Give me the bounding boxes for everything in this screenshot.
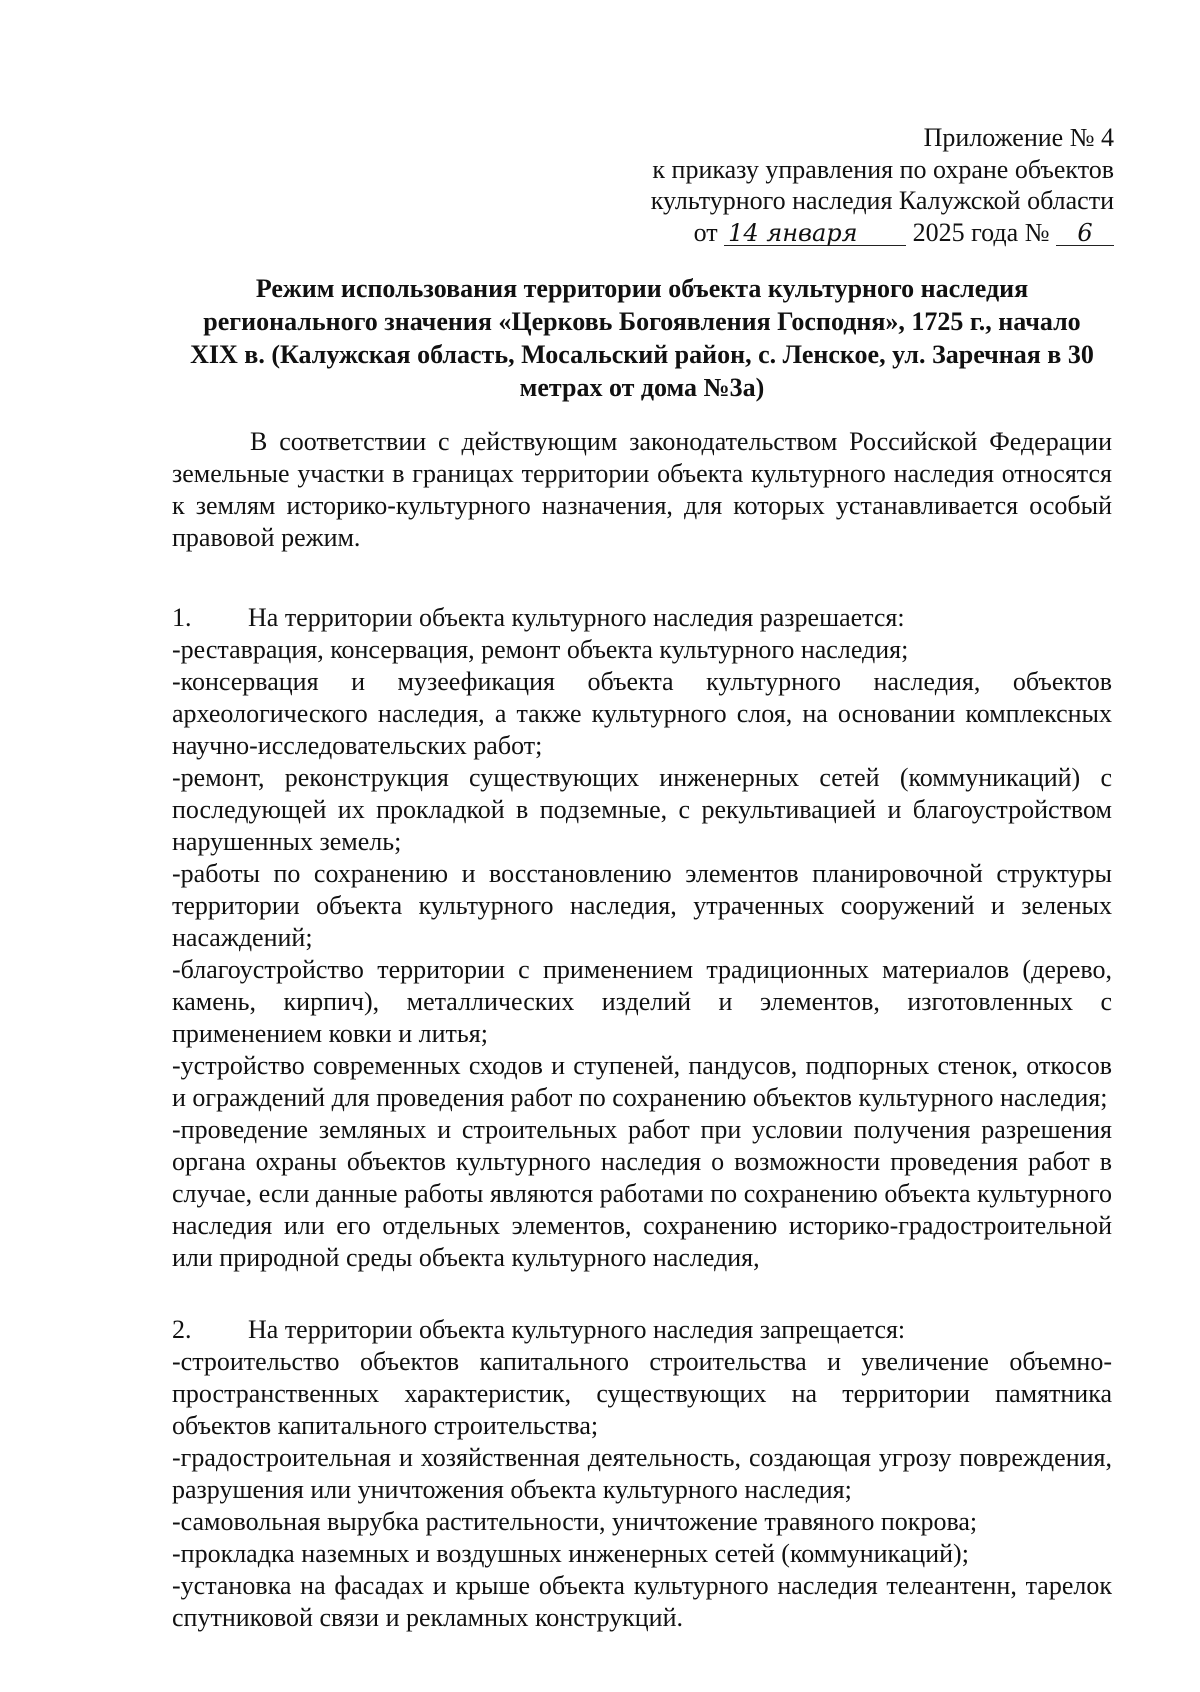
section-heading-text: На территории объекта культурного наследия запрещается: <box>248 1315 906 1344</box>
section-number: 2. <box>172 1315 192 1344</box>
list-item: -градостроительная и хозяйственная деятельность, создающая угрозу повреждения, разрушения или уничтожения объекта культурного наследия; <box>172 1443 1112 1504</box>
handwritten-order-number: 6 <box>1056 221 1114 246</box>
section-heading <box>172 602 1112 634</box>
section-heading-text: На территории объекта культурного наследия разрешается: <box>248 603 905 632</box>
list-item: -консервация и музеефикация объекта культурного наследия, объектов археологического наследия, а также культурного слоя, на основании комплексных научно-исследовательских работ; <box>172 667 1112 760</box>
list-item: -реставрация, консервация, ремонт объекта культурного наследия; <box>172 635 909 664</box>
list-item: -самовольная вырубка растительности, уничтожение травяного покрова; <box>172 1507 978 1536</box>
appendix-number: Приложение № 4 <box>923 123 1114 152</box>
title-line-1: Режим использования территории объекта культурного наследия <box>255 274 1029 303</box>
list-item: -работы по сохранению и восстановлению элементов планировочной структуры территории объекта культурного наследия, утраченных сооружений и зеленых насаждений; <box>172 859 1112 952</box>
section-prohibited <box>172 1314 1112 1634</box>
handwritten-date: 14 января <box>724 221 906 246</box>
appendix-date-line <box>474 217 1114 249</box>
title-line-2: регионального значения «Церковь Богоявления Господня», 1725 г., начало <box>203 307 1081 336</box>
list-item: -прокладка наземных и воздушных инженерных сетей (коммуникаций); <box>172 1539 969 1568</box>
appendix-header <box>474 122 1114 248</box>
date-prefix: от <box>693 217 718 247</box>
list-item: -установка на фасадах и крыше объекта культурного наследия телеантенн, тарелок спутниковой связи и рекламных конструкций. <box>172 1571 1112 1632</box>
list-item: -благоустройство территории с применением традиционных материалов (дерево, камень, кирпич), металлических изделий и элементов, изготовленных с применением ковки и литья; <box>172 955 1112 1048</box>
list-item: -проведение земляных и строительных работ при условии получения разрешения органа охраны объектов культурного наследия о возможности проведения работ в случае, если данные работы являются работами по сохранению объекта культурного наследия или его отдельных элементов, сохранению историко-градостроительной или природной среды объекта культурного наследия, <box>172 1115 1112 1272</box>
title-line-4: метрах от дома №3а) <box>519 373 765 402</box>
section-number: 1. <box>172 603 192 632</box>
list-item: -строительство объектов капитального строительства и увеличение объемно-пространственных характеристик, существующих на территории памятника объектов капитального строительства; <box>172 1347 1112 1440</box>
section-permitted <box>172 602 1112 1274</box>
document-body <box>172 426 1112 1634</box>
list-item: -устройство современных сходов и ступеней, пандусов, подпорных стенок, откосов и ограждений для проведения работ по сохранению объектов культурного наследия; <box>172 1051 1112 1112</box>
title-line-3: XIX в. (Калужская область, Мосальский район, с. Ленское, ул. Заречная в 30 <box>190 340 1094 369</box>
intro-paragraph: В соответствии с действующим законодательством Российской Федерации земельные участки в границах территории объекта культурного наследия относятся к землям историко-культурного назначения, для которых устанавливается особый правовой режим. <box>172 427 1112 552</box>
year-text: 2025 года № <box>912 217 1050 247</box>
document-title <box>170 272 1114 404</box>
section-heading <box>172 1314 1112 1346</box>
list-item: -ремонт, реконструкция существующих инженерных сетей (коммуникаций) с последующей их прокладкой в подземные, с рекультивацией и благоустройством нарушенных земель; <box>172 763 1112 856</box>
appendix-order-line: к приказу управления по охране объектов <box>652 154 1114 184</box>
appendix-authority-line: культурного наследия Калужской области <box>650 186 1114 215</box>
